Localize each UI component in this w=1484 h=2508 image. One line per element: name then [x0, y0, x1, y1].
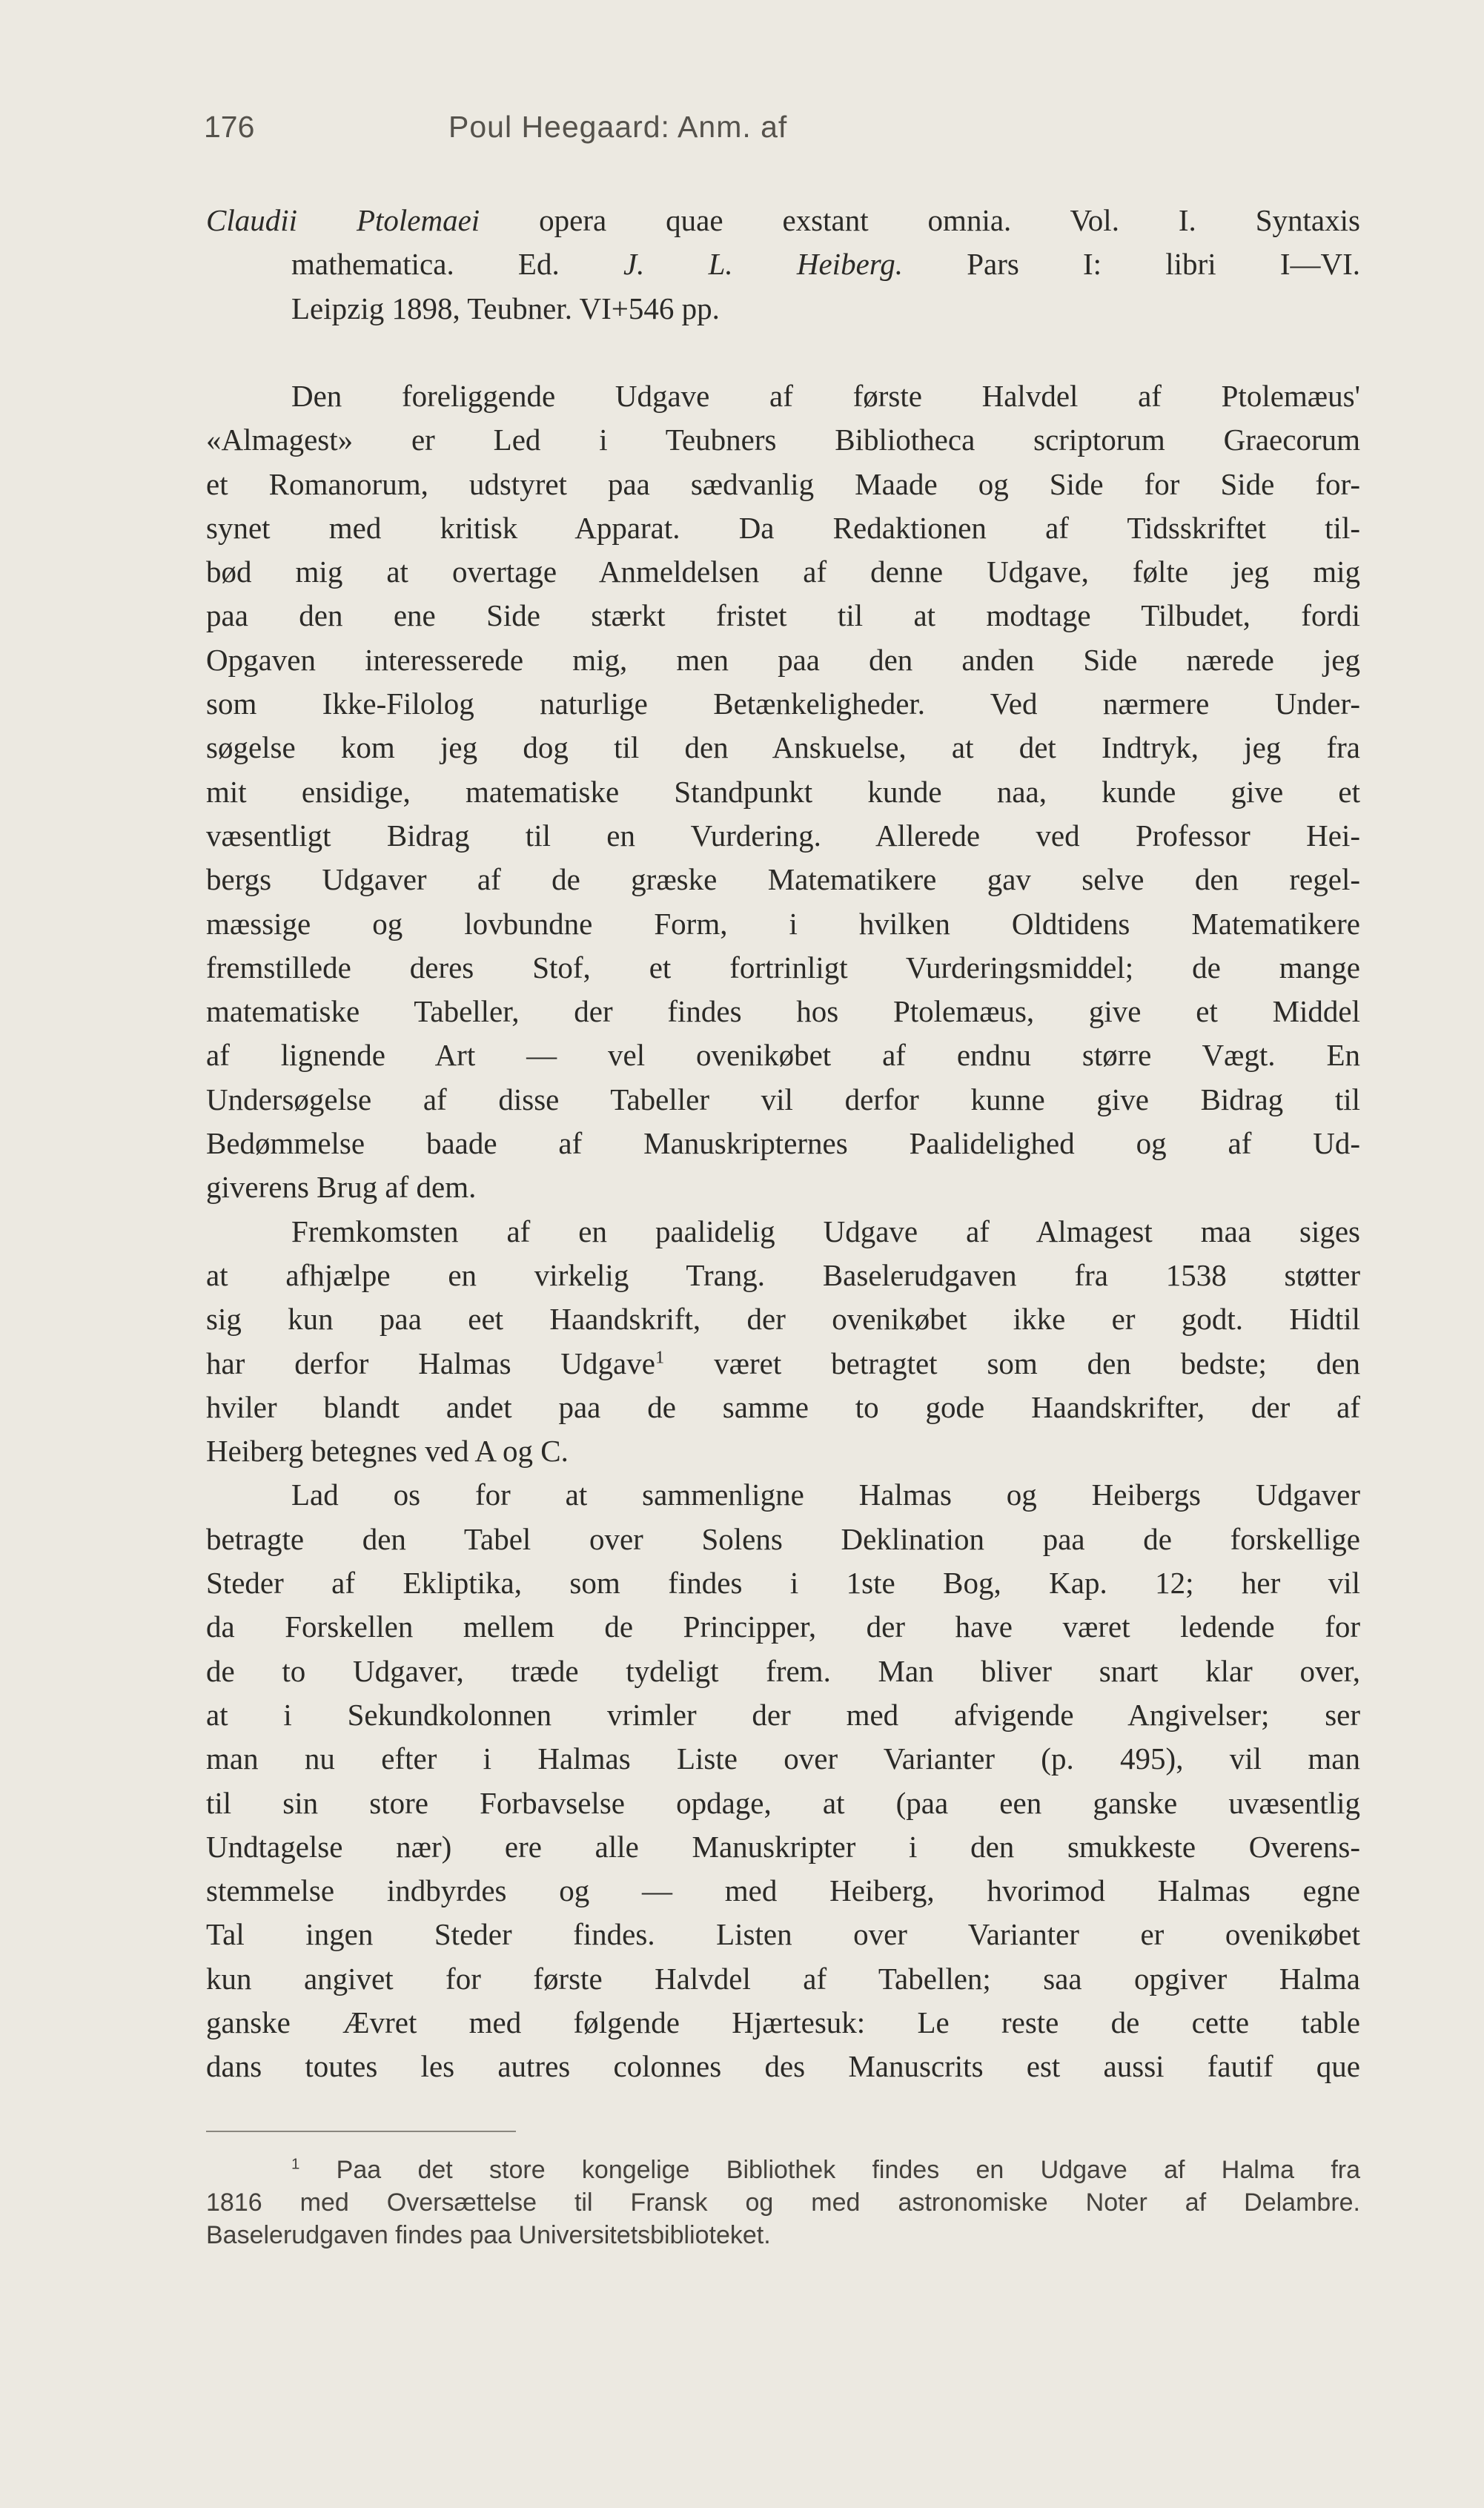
- citation-line: [206, 199, 1360, 242]
- text-line: da Forskellen mellem de Principper, der have været ledende for: [206, 1609, 1360, 1644]
- page-number: 176: [204, 110, 255, 144]
- running-head: [204, 110, 1360, 145]
- footnotes: [206, 2154, 1360, 2251]
- footnote-divider: [206, 2131, 516, 2132]
- footnote-marker[interactable]: 1: [655, 1346, 665, 1367]
- text-line: som Ikke-Filolog naturlige Betænkeligheder. Ved nærmere Under-: [206, 686, 1360, 721]
- text-line: [206, 1342, 1360, 1386]
- text-line: bød mig at overtage Anmeldelsen af denne Udgave, følte jeg mig: [206, 555, 1360, 589]
- text-line: Heiberg betegnes ved A og C.: [206, 1434, 569, 1469]
- citation-line: [206, 287, 1360, 331]
- footnote-number: 1: [291, 2156, 300, 2173]
- text-line: et Romanorum, udstyret paa sædvanlig Maade og Side for Side for-: [206, 466, 1360, 501]
- text-line: Undersøgelse af disse Tabeller vil derfor kunne give Bidrag til: [206, 1082, 1360, 1116]
- text-line: søgelse kom jeg dog til den Anskuelse, at det Indtryk, jeg fra: [206, 730, 1360, 765]
- footnote-text: Paa det store kongelige Bibliothek findes en Udgave af Halma fra: [336, 2156, 1361, 2184]
- running-title: Poul Heegaard: Anm. af: [448, 110, 788, 144]
- text-line: af lignende Art — vel ovenikøbet af endnu større Vægt. En: [206, 1038, 1360, 1073]
- text-line: Tal ingen Steder findes. Listen over Varianter er ovenikøbet: [206, 1917, 1360, 1952]
- footnote-line: Baselerudgaven findes paa Universitetsbiblioteket.: [206, 2221, 771, 2249]
- text-segment: har derfor Halmas Udgave: [206, 1346, 655, 1380]
- text-line: væsentligt Bidrag til en Vurdering. Allerede ved Professor Hei-: [206, 818, 1360, 853]
- text-line: at i Sekundkolonnen vrimler der med afvigende Angivelser; ser: [206, 1697, 1360, 1732]
- citation-text: mathematica. Ed.: [291, 247, 623, 282]
- text-line: matematiske Tabeller, der findes hos Ptolemæus, give et Middel: [206, 994, 1360, 1029]
- text-line: kun angivet for første Halvdel af Tabellen; saa opgiver Halma: [206, 1961, 1360, 1996]
- citation-author: Claudii Ptolemaei: [206, 203, 480, 237]
- text-line: sig kun paa eet Haandskrift, der ovenikøbet ikke er godt. Hidtil: [206, 1302, 1360, 1337]
- text-line: ganske Ævret med følgende Hjærtesuk: Le reste de cette table: [206, 2005, 1360, 2039]
- text-line: Opgaven interesserede mig, men paa den anden Side nærede jeg: [206, 642, 1360, 677]
- citation-text: Pars I: libri I—VI.: [902, 247, 1360, 282]
- text-line: giverens Brug af dem.: [206, 1170, 477, 1205]
- citation-text: Leipzig 1898, Teubner. VI+546 pp.: [291, 291, 720, 325]
- text-line: fremstillede deres Stof, et fortrinligt Vurderingsmiddel; de mange: [206, 950, 1360, 985]
- text-line: at afhjælpe en virkelig Trang. Baselerudgaven fra 1538 støtter: [206, 1257, 1360, 1292]
- citation-block: [206, 199, 1360, 331]
- text-line: «Almagest» er Led i Teubners Bibliotheca scriptorum Graecorum: [206, 423, 1360, 457]
- text-line: paa den ene Side stærkt fristet til at modtage Tilbudet, fordi: [206, 598, 1360, 633]
- text-line: Bedømmelse baade af Manuskripternes Paalidelighed og af Ud-: [206, 1126, 1360, 1161]
- text-line: stemmelse indbyrdes og — med Heiberg, hvorimod Halmas egne: [206, 1873, 1360, 1908]
- text-segment: været betragtet som den bedste; den: [664, 1346, 1360, 1380]
- text-line: hviler blandt andet paa de samme to gode Haandskrifter, der af: [206, 1389, 1360, 1424]
- text-line: Lad os for at sammenligne Halmas og Heibergs Udgaver: [291, 1478, 1360, 1512]
- text-line: Undtagelse nær) ere alle Manuskripter i den smukkeste Overens-: [206, 1829, 1360, 1864]
- text-line: de to Udgaver, træde tydeligt frem. Man bliver snart klar over,: [206, 1653, 1360, 1688]
- text-line: dans toutes les autres colonnes des Manuscrits est aussi fautif que: [206, 2049, 1360, 2084]
- body-text: [206, 374, 1360, 2089]
- citation-line: [206, 242, 1360, 286]
- text-line: bergs Udgaver af de græske Matematikere gav selve den regel-: [206, 862, 1360, 897]
- footnote-line: [206, 2154, 1360, 2186]
- text-line: mit ensidige, matematiske Standpunkt kunde naa, kunde give et: [206, 774, 1360, 809]
- text-line: man nu efter i Halmas Liste over Varianter (p. 495), vil man: [206, 1741, 1360, 1776]
- text-line: betragte den Tabel over Solens Deklination paa de forskellige: [206, 1521, 1360, 1556]
- footnote-line: 1816 med Oversættelse til Fransk og med astronomiske Noter af Delambre.: [206, 2188, 1360, 2217]
- text-line: til sin store Forbavselse opdage, at (paa een ganske uvæsentlig: [206, 1785, 1360, 1820]
- text-line: Steder af Ekliptika, som findes i 1ste Bog, Kap. 12; her vil: [206, 1566, 1360, 1601]
- text-line: mæssige og lovbundne Form, i hvilken Oldtidens Matematikere: [206, 906, 1360, 941]
- citation-editor: J. L. Heiberg.: [623, 247, 903, 282]
- text-line: synet med kritisk Apparat. Da Redaktionen af Tidsskriftet til-: [206, 510, 1360, 545]
- text-line: Fremkomsten af en paalidelig Udgave af Almagest maa siges: [291, 1214, 1360, 1248]
- citation-text: opera quae exstant omnia. Vol. I. Syntaxis: [480, 203, 1360, 237]
- text-line: Den foreliggende Udgave af første Halvdel af Ptolemæus': [291, 379, 1360, 413]
